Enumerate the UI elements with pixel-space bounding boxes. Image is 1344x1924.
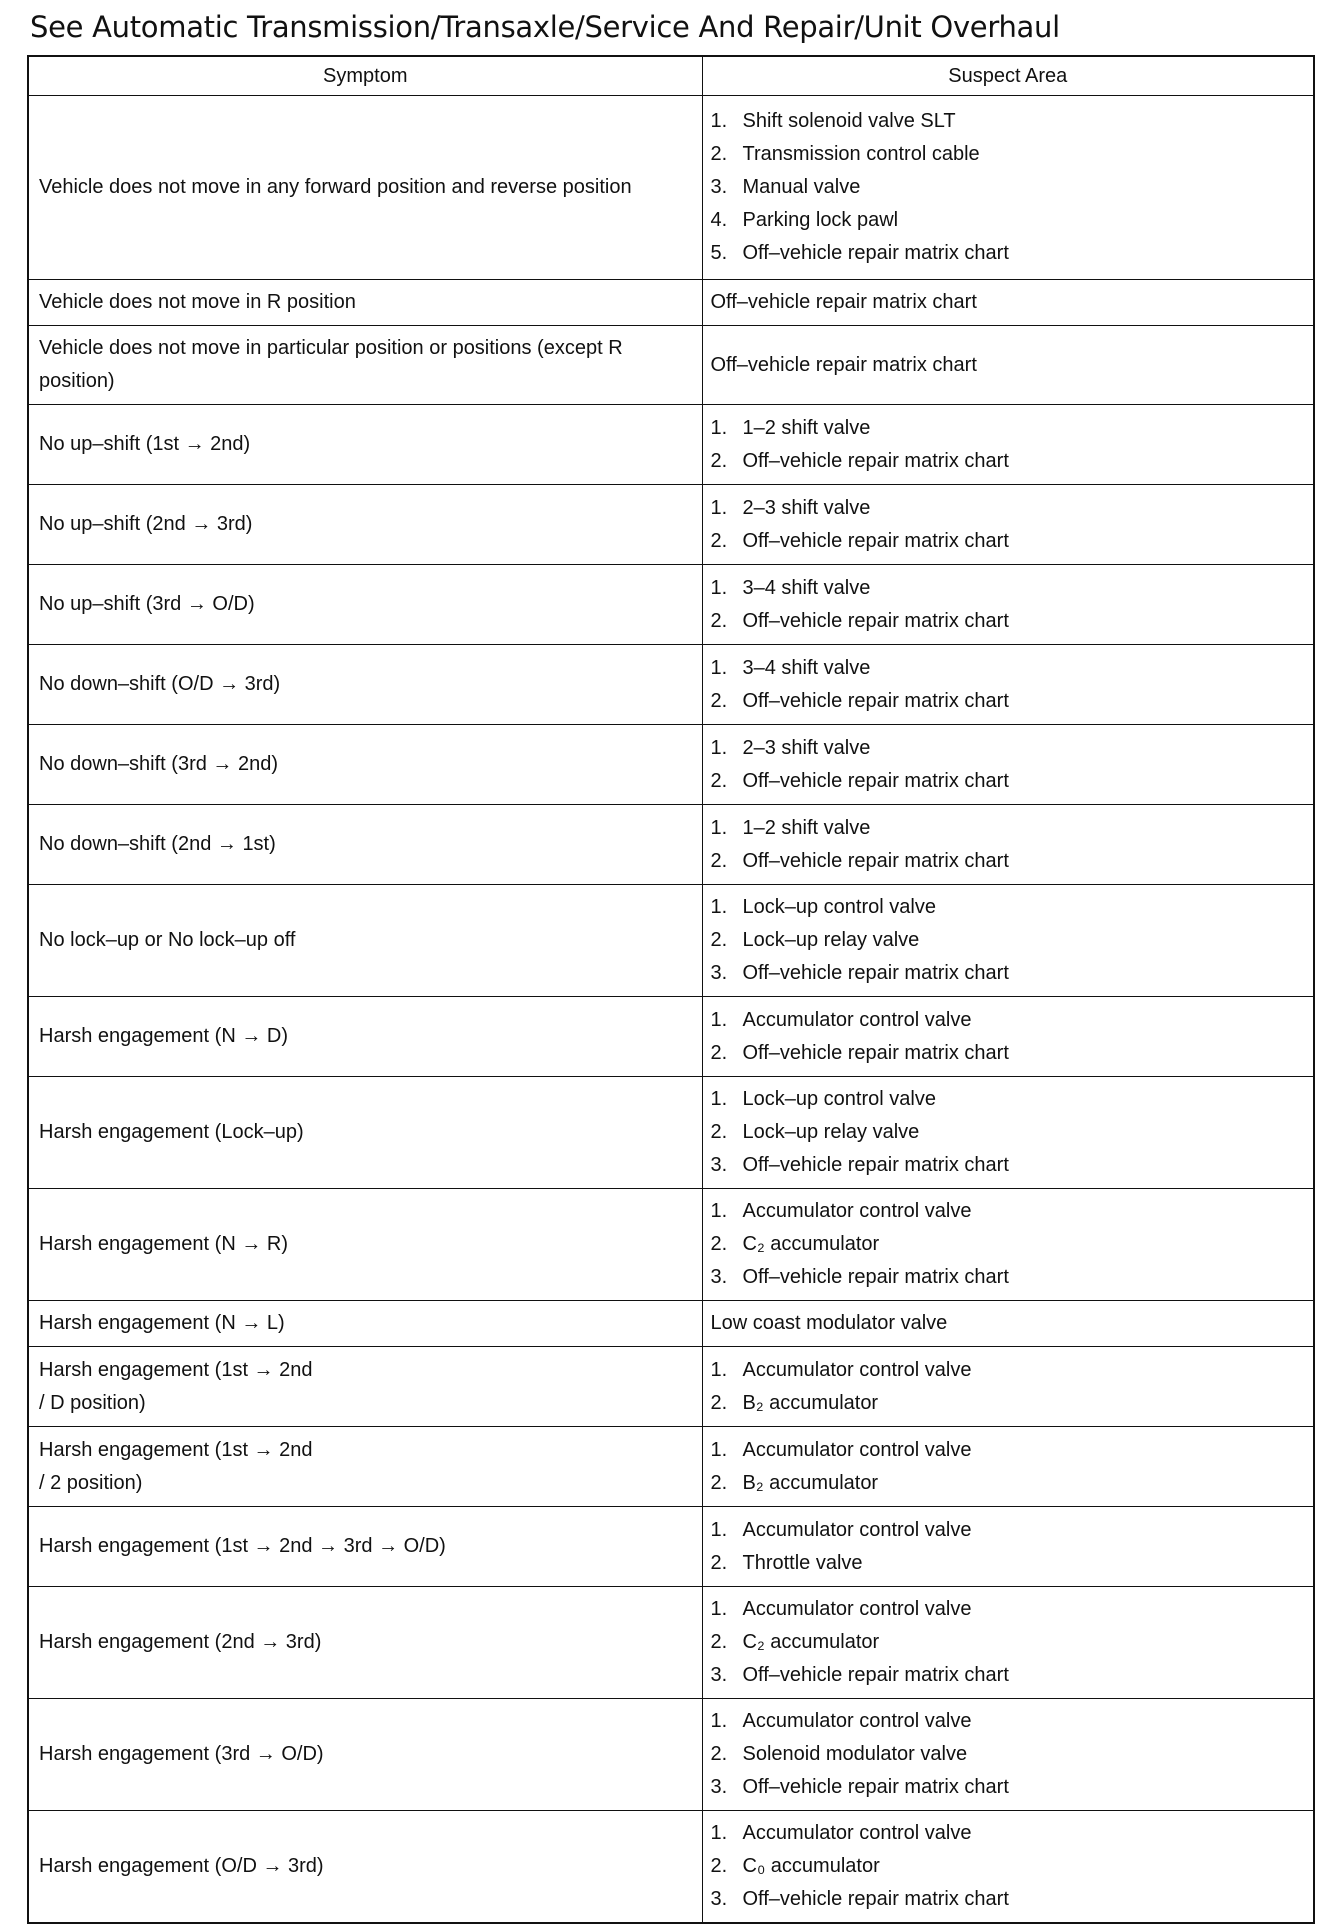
item-text: Off–vehicle repair matrix chart	[742, 1776, 1009, 1798]
item-text: Lock–up relay valve	[742, 929, 920, 951]
table-row	[28, 1507, 1314, 1587]
item-text: C₂ accumulator	[742, 1233, 880, 1255]
table-row	[28, 405, 1314, 485]
item-text: 3–4 shift valve	[742, 656, 871, 679]
table-row	[28, 1811, 1314, 1923]
suspect-area-cell	[702, 405, 1314, 485]
item-number: 2.	[710, 143, 728, 165]
item-text: Off–vehicle repair matrix chart	[742, 1154, 1009, 1176]
suspect-area-item	[711, 1771, 1306, 1804]
suspect-area-item	[711, 1261, 1306, 1294]
table-row	[28, 96, 1314, 280]
symptom-cell: No up–shift (1st → 2nd)	[28, 405, 702, 485]
suspect-area-item	[711, 1467, 1306, 1500]
page-title: See Automatic Transmission/Transaxle/Service And Repair/Unit Overhaul	[30, 10, 1060, 44]
suspect-area-item	[711, 1883, 1306, 1916]
suspect-area-item	[711, 1149, 1306, 1182]
item-number: 1.	[710, 1008, 728, 1031]
suspect-area-cell	[702, 96, 1314, 280]
suspect-area-item	[711, 1738, 1306, 1771]
suspect-area-cell	[702, 1587, 1314, 1699]
suspect-area-cell	[702, 1699, 1314, 1811]
symptom-cell: No up–shift (2nd → 3rd)	[28, 485, 702, 565]
item-number: 1.	[710, 736, 728, 759]
item-text: Off–vehicle repair matrix chart	[742, 689, 1009, 712]
suspect-area-item	[711, 1434, 1306, 1467]
item-number: 2.	[710, 1743, 728, 1765]
symptom-cell: No down–shift (2nd → 1st)	[28, 805, 702, 885]
suspect-area-item	[711, 572, 1306, 605]
suspect-area-item	[711, 924, 1306, 957]
table-row	[28, 280, 1314, 326]
item-number: 2.	[710, 689, 728, 712]
item-number: 2.	[710, 1551, 728, 1574]
table-row	[28, 1077, 1314, 1189]
item-number: 3.	[710, 1887, 728, 1910]
suspect-area-item	[711, 1514, 1306, 1547]
item-text: 1–2 shift valve	[742, 816, 871, 839]
item-text: Manual valve	[742, 176, 861, 198]
suspect-area-item	[711, 1705, 1306, 1738]
item-number: 2.	[710, 609, 728, 632]
table-row	[28, 1699, 1314, 1811]
item-text: Off–vehicle repair matrix chart	[742, 529, 1009, 552]
suspect-area-item	[711, 1004, 1306, 1037]
item-number: 1.	[710, 1518, 728, 1541]
suspect-area-cell	[702, 1347, 1314, 1427]
symptom-cell: Vehicle does not move in any forward position and reverse position	[28, 96, 702, 280]
item-text: Accumulator control valve	[742, 1438, 972, 1461]
item-text: 2–3 shift valve	[742, 496, 871, 519]
item-text: Lock–up control valve	[742, 896, 936, 918]
symptom-cell: Harsh engagement (1st → 2nd → 3rd → O/D)	[28, 1507, 702, 1587]
item-text: Off–vehicle repair matrix chart	[742, 449, 1009, 472]
suspect-area-item	[711, 1659, 1306, 1692]
item-text: Off–vehicle repair matrix chart	[742, 962, 1009, 984]
suspect-area-text: Off–vehicle repair matrix chart	[710, 353, 977, 376]
item-number: 2.	[710, 1631, 728, 1653]
suspect-area-cell	[702, 645, 1314, 725]
item-number: 3.	[710, 1154, 728, 1176]
item-text: Lock–up control valve	[742, 1088, 936, 1110]
suspect-area-item	[711, 1626, 1306, 1659]
item-text: Accumulator control valve	[742, 1710, 972, 1732]
item-number: 1.	[710, 496, 728, 519]
item-number: 2.	[710, 1391, 728, 1414]
item-number: 1.	[710, 896, 728, 918]
item-number: 2.	[710, 1854, 728, 1877]
item-number: 1.	[710, 656, 728, 679]
suspect-area-item	[711, 525, 1306, 558]
item-number: 4.	[710, 209, 728, 231]
item-text: Accumulator control valve	[742, 1518, 972, 1541]
symptom-cell: No lock–up or No lock–up off	[28, 885, 702, 997]
item-number: 1.	[710, 1821, 728, 1844]
item-text: Accumulator control valve	[742, 1821, 972, 1844]
item-text: Throttle valve	[742, 1551, 863, 1574]
suspect-area-item	[711, 1116, 1306, 1149]
symptom-cell: Vehicle does not move in R position	[28, 280, 702, 326]
suspect-area-text: Off–vehicle repair matrix chart	[710, 291, 977, 313]
item-text: Accumulator control valve	[742, 1358, 972, 1381]
table-row	[28, 645, 1314, 725]
item-text: Shift solenoid valve SLT	[742, 110, 956, 132]
item-text: Transmission control cable	[742, 143, 980, 165]
item-number: 2.	[710, 849, 728, 872]
item-text: 2–3 shift valve	[742, 736, 871, 759]
item-number: 2.	[710, 769, 728, 792]
item-text: Solenoid modulator valve	[742, 1743, 968, 1765]
suspect-area-cell	[702, 1189, 1314, 1301]
suspect-area-item	[711, 138, 1306, 171]
suspect-area-item	[711, 812, 1306, 845]
symptom-cell: Harsh engagement (1st → 2nd / D position)	[28, 1347, 702, 1427]
item-number: 5.	[710, 242, 728, 264]
suspect-area-cell	[702, 1077, 1314, 1189]
symptom-cell: Harsh engagement (N → D)	[28, 997, 702, 1077]
item-number: 1.	[710, 1200, 728, 1222]
item-text: C₂ accumulator	[742, 1631, 880, 1653]
item-number: 1.	[710, 1088, 728, 1110]
table-body	[28, 96, 1314, 1923]
suspect-area-cell	[702, 1427, 1314, 1507]
symptom-table	[27, 55, 1315, 1924]
suspect-area-cell	[702, 565, 1314, 645]
suspect-area-item	[711, 1850, 1306, 1883]
symptom-cell: Harsh engagement (N → R)	[28, 1189, 702, 1301]
item-number: 2.	[710, 1041, 728, 1064]
item-text: B₂ accumulator	[742, 1391, 879, 1414]
suspect-area-cell	[702, 1811, 1314, 1923]
item-text: 3–4 shift valve	[742, 576, 871, 599]
column-header-suspect-area: Suspect Area	[702, 56, 1314, 96]
suspect-area-cell	[702, 725, 1314, 805]
suspect-area-cell	[702, 805, 1314, 885]
table-row	[28, 997, 1314, 1077]
symptom-cell: No down–shift (O/D → 3rd)	[28, 645, 702, 725]
item-number: 1.	[710, 110, 728, 132]
table-row	[28, 1189, 1314, 1301]
suspect-area-item	[711, 1354, 1306, 1387]
table-row	[28, 1301, 1314, 1347]
item-text: Off–vehicle repair matrix chart	[742, 242, 1009, 264]
item-number: 3.	[710, 176, 728, 198]
suspect-area-item	[711, 412, 1306, 445]
suspect-area-item	[711, 732, 1306, 765]
suspect-area-item	[711, 204, 1306, 237]
item-text: Off–vehicle repair matrix chart	[742, 1664, 1009, 1686]
suspect-area-item	[711, 845, 1306, 878]
suspect-area-cell	[702, 280, 1314, 326]
item-number: 2.	[710, 1233, 728, 1255]
item-number: 2.	[710, 529, 728, 552]
item-text: B₂ accumulator	[742, 1471, 879, 1494]
symptom-cell: No down–shift (3rd → 2nd)	[28, 725, 702, 805]
suspect-area-cell	[702, 885, 1314, 997]
suspect-area-cell	[702, 1301, 1314, 1347]
table-row	[28, 1347, 1314, 1427]
item-number: 2.	[710, 929, 728, 951]
suspect-area-item	[711, 492, 1306, 525]
symptom-cell: Harsh engagement (N → L)	[28, 1301, 702, 1347]
item-number: 1.	[710, 1598, 728, 1620]
suspect-area-item	[711, 1037, 1306, 1070]
suspect-area-item	[711, 1228, 1306, 1261]
suspect-area-item	[711, 652, 1306, 685]
symptom-cell: Harsh engagement (O/D → 3rd)	[28, 1811, 702, 1923]
symptom-cell: No up–shift (3rd → O/D)	[28, 565, 702, 645]
item-number: 1.	[710, 816, 728, 839]
item-number: 3.	[710, 1266, 728, 1288]
suspect-area-item	[711, 765, 1306, 798]
table-row	[28, 1587, 1314, 1699]
suspect-area-cell	[702, 485, 1314, 565]
suspect-area-item	[711, 105, 1306, 138]
item-number: 2.	[710, 1121, 728, 1143]
table-row	[28, 326, 1314, 405]
suspect-area-item	[711, 1593, 1306, 1626]
suspect-area-item	[711, 1547, 1306, 1580]
item-number: 3.	[710, 1776, 728, 1798]
item-text: Accumulator control valve	[742, 1200, 972, 1222]
item-number: 3.	[710, 1664, 728, 1686]
item-text: 1–2 shift valve	[742, 416, 871, 439]
column-header-symptom: Symptom	[28, 56, 702, 96]
item-number: 2.	[710, 449, 728, 472]
suspect-area-item	[711, 957, 1306, 990]
suspect-area-item	[711, 891, 1306, 924]
symptom-cell: Harsh engagement (Lock–up)	[28, 1077, 702, 1189]
item-number: 3.	[710, 962, 728, 984]
table-row	[28, 565, 1314, 645]
suspect-area-item	[711, 1817, 1306, 1850]
item-number: 1.	[710, 576, 728, 599]
suspect-area-cell	[702, 326, 1314, 405]
item-text: Accumulator control valve	[742, 1598, 972, 1620]
item-text: Accumulator control valve	[742, 1008, 972, 1031]
item-text: C₀ accumulator	[742, 1854, 880, 1877]
item-text: Off–vehicle repair matrix chart	[742, 1887, 1009, 1910]
table-row	[28, 485, 1314, 565]
symptom-cell: Harsh engagement (1st → 2nd / 2 position)	[28, 1427, 702, 1507]
symptom-cell: Harsh engagement (3rd → O/D)	[28, 1699, 702, 1811]
suspect-area-item	[711, 445, 1306, 478]
item-number: 1.	[710, 1710, 728, 1732]
item-text: Off–vehicle repair matrix chart	[742, 609, 1009, 632]
table-row	[28, 1427, 1314, 1507]
item-number: 2.	[710, 1471, 728, 1494]
suspect-area-cell	[702, 997, 1314, 1077]
table-header-row	[28, 56, 1314, 96]
suspect-area-item	[711, 1195, 1306, 1228]
table-row	[28, 805, 1314, 885]
table-row	[28, 885, 1314, 997]
item-number: 1.	[710, 1438, 728, 1461]
item-text: Off–vehicle repair matrix chart	[742, 849, 1009, 872]
item-text: Lock–up relay valve	[742, 1121, 920, 1143]
item-number: 1.	[710, 1358, 728, 1381]
item-number: 1.	[710, 416, 728, 439]
suspect-area-item	[711, 1387, 1306, 1420]
item-text: Parking lock pawl	[742, 209, 899, 231]
item-text: Off–vehicle repair matrix chart	[742, 1041, 1009, 1064]
suspect-area-item	[711, 237, 1306, 270]
suspect-area-cell	[702, 1507, 1314, 1587]
suspect-area-item	[711, 171, 1306, 204]
symptom-cell: Harsh engagement (2nd → 3rd)	[28, 1587, 702, 1699]
item-text: Off–vehicle repair matrix chart	[742, 1266, 1009, 1288]
symptom-cell: Vehicle does not move in particular position or positions (except R position)	[28, 326, 702, 405]
item-text: Off–vehicle repair matrix chart	[742, 769, 1009, 792]
suspect-area-text: Low coast modulator valve	[710, 1312, 948, 1334]
table-row	[28, 725, 1314, 805]
suspect-area-item	[711, 1083, 1306, 1116]
suspect-area-item	[711, 605, 1306, 638]
suspect-area-item	[711, 685, 1306, 718]
